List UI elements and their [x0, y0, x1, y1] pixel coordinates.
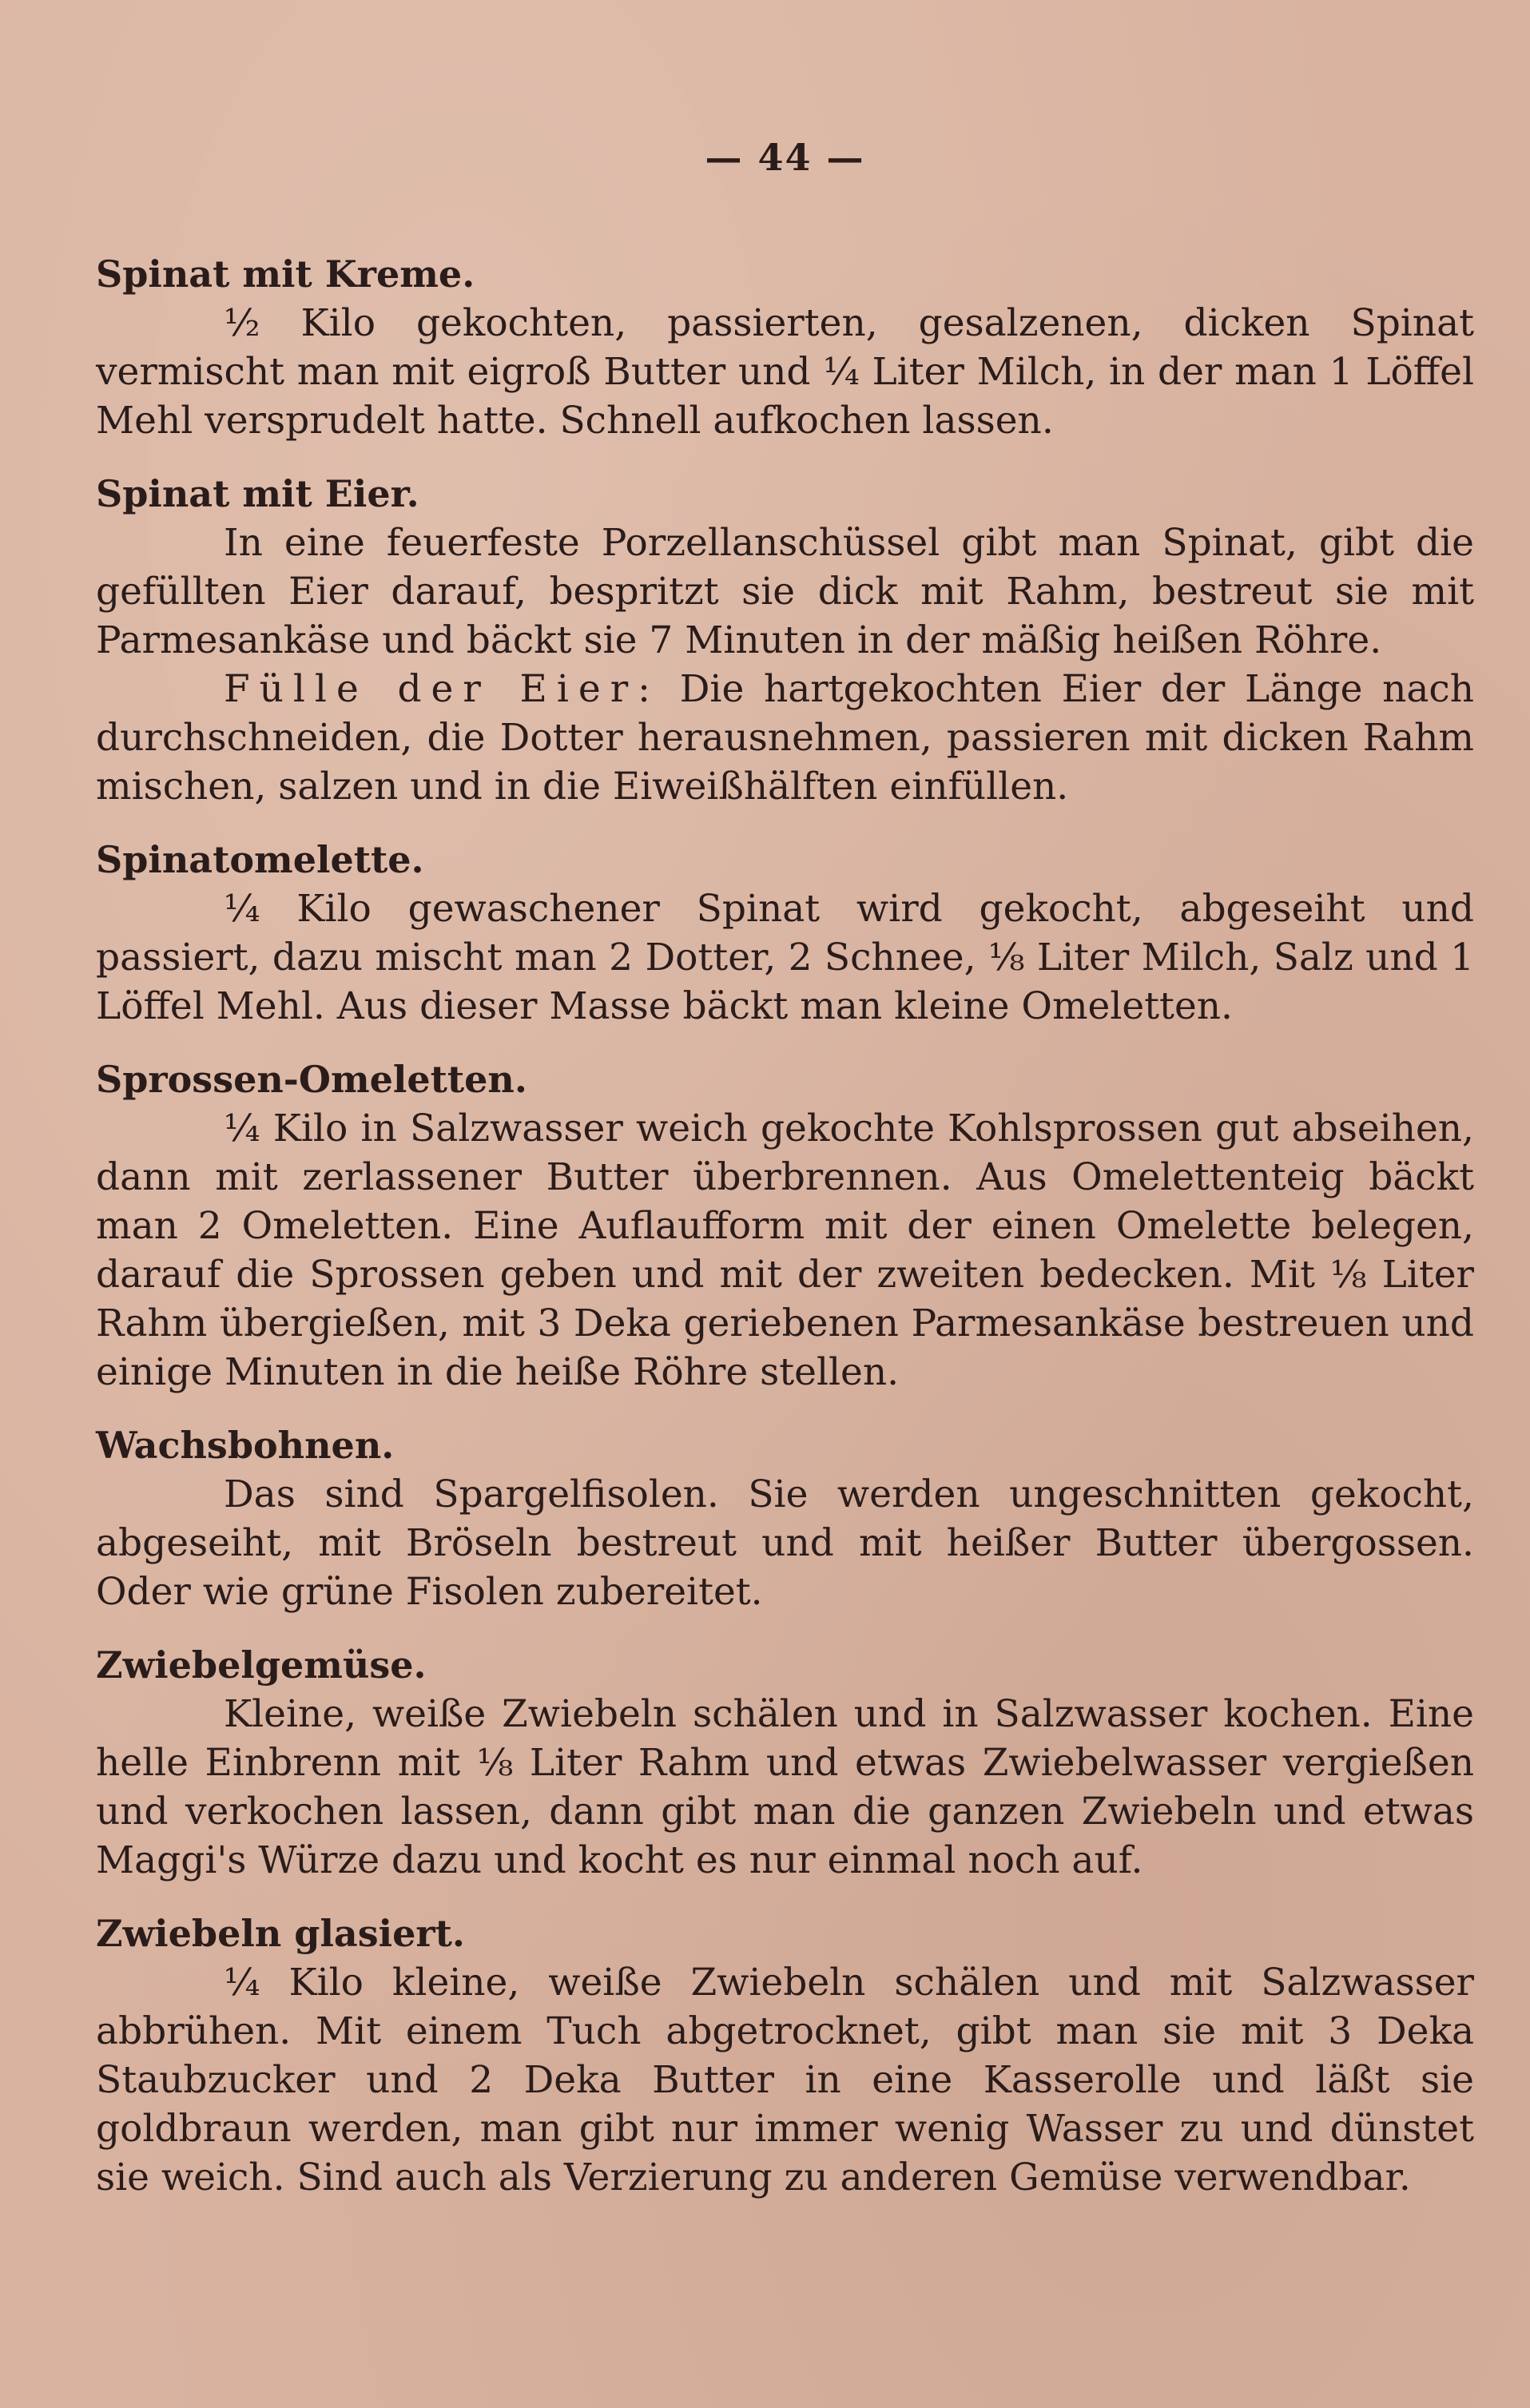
- recipe-body: [96, 884, 1474, 1031]
- recipe-spinat-mit-eier: [96, 469, 1474, 811]
- page-number: — 44 —: [705, 136, 865, 179]
- recipe-title: Spinatomelette.: [96, 838, 424, 881]
- recipe-title: Spinat mit Eier.: [96, 472, 419, 515]
- recipe-paragraph: ¼ Kilo in Salzwasser weich gekochte Kohlsprossen gut abseihen, dann mit zerlassener Butter überbrennen. Aus Omelettenteig bäckt man 2 Omeletten. Eine Auflaufform mit der einen Omelette belegen, darauf die Sprossen geben und mit der zweiten bedecken. Mit ⅛ Liter Rahm übergießen, mit 3 Deka geriebenen Parmesankäse bestreuen und einige Minuten in die heiße Röhre stellen.: [96, 1107, 1474, 1394]
- recipe-body: [96, 1690, 1474, 1885]
- recipe-body: [96, 299, 1474, 445]
- recipe-body: [96, 519, 1474, 811]
- recipe-paragraph-fill: [96, 665, 1474, 811]
- recipe-paragraph: Das sind Spargelfisolen. Sie werden ungeschnitten gekocht, abgeseiht, mit Bröseln bestreut und mit heißer Butter übergossen. Oder wie grüne Fisolen zubereitet.: [96, 1472, 1474, 1614]
- recipe-paragraph: ¼ Kilo kleine, weiße Zwiebeln schälen und mit Salzwasser abbrühen. Mit einem Tuch abgetrocknet, gibt man sie mit 3 Deka Staubzucker und 2 Deka Butter in eine Kasserolle und läßt sie goldbraun werden, man gibt nur immer wenig Wasser zu und dünstet sie weich. Sind auch als Verzierung zu anderen Gemüse verwendbar.: [96, 1961, 1474, 2199]
- recipe-paragraph: ¼ Kilo gewaschener Spinat wird gekocht, abgeseiht und passiert, dazu mischt man 2 Dotter, 2 Schnee, ⅛ Liter Milch, Salz und 1 Löffel Mehl. Aus dieser Masse bäckt man kleine Omeletten.: [96, 887, 1474, 1028]
- recipe-sprossen-omeletten: [96, 1055, 1474, 1397]
- recipe-title: Sprossen-Omeletten.: [96, 1058, 527, 1101]
- recipe-body: [96, 1104, 1474, 1397]
- fill-text: Die hartgekochten Eier der Länge nach durchschneiden, die Dotter herausnehmen, passieren mit dicken Rahm mischen, salzen und in die Eiweißhälften einfüllen.: [96, 667, 1474, 809]
- recipe-body: [96, 1958, 1474, 2202]
- recipe-zwiebeln-glasiert: [96, 1909, 1474, 2202]
- recipe-title: Wachsbohnen.: [96, 1424, 395, 1467]
- recipe-zwiebelgemuese: [96, 1640, 1474, 1885]
- recipe-title: Zwiebeln glasiert.: [96, 1912, 465, 1955]
- fill-label: Fülle der Eier:: [224, 667, 661, 711]
- recipe-body: [96, 1470, 1474, 1616]
- recipe-title: Zwiebelgemüse.: [96, 1643, 427, 1687]
- recipe-paragraph: Kleine, weiße Zwiebeln schälen und in Salzwasser kochen. Eine helle Einbrenn mit ⅛ Liter Rahm und etwas Zwiebelwasser vergießen und verkochen lassen, dann gibt man die ganzen Zwiebeln und etwas Maggi's Würze dazu und kocht es nur einmal noch auf.: [96, 1692, 1474, 1882]
- recipe-spinatomelette: [96, 835, 1474, 1031]
- recipe-wachsbohnen: [96, 1421, 1474, 1616]
- recipe-paragraph: In eine feuerfeste Porzellanschüssel gibt man Spinat, gibt die gefüllten Eier darauf, bespritzt sie dick mit Rahm, bestreut sie mit Parmesankäse und bäckt sie 7 Minuten in der mäßig heißen Röhre.: [96, 521, 1474, 662]
- recipe-paragraph: ½ Kilo gekochten, passierten, gesalzenen, dicken Spinat vermischt man mit eigroß Butter und ¼ Liter Milch, in der man 1 Löffel Mehl versprudelt hatte. Schnell aufkochen lassen.: [96, 301, 1474, 443]
- recipe-title: Spinat mit Kreme.: [96, 252, 475, 296]
- recipe-spinat-mit-kreme: [96, 249, 1474, 445]
